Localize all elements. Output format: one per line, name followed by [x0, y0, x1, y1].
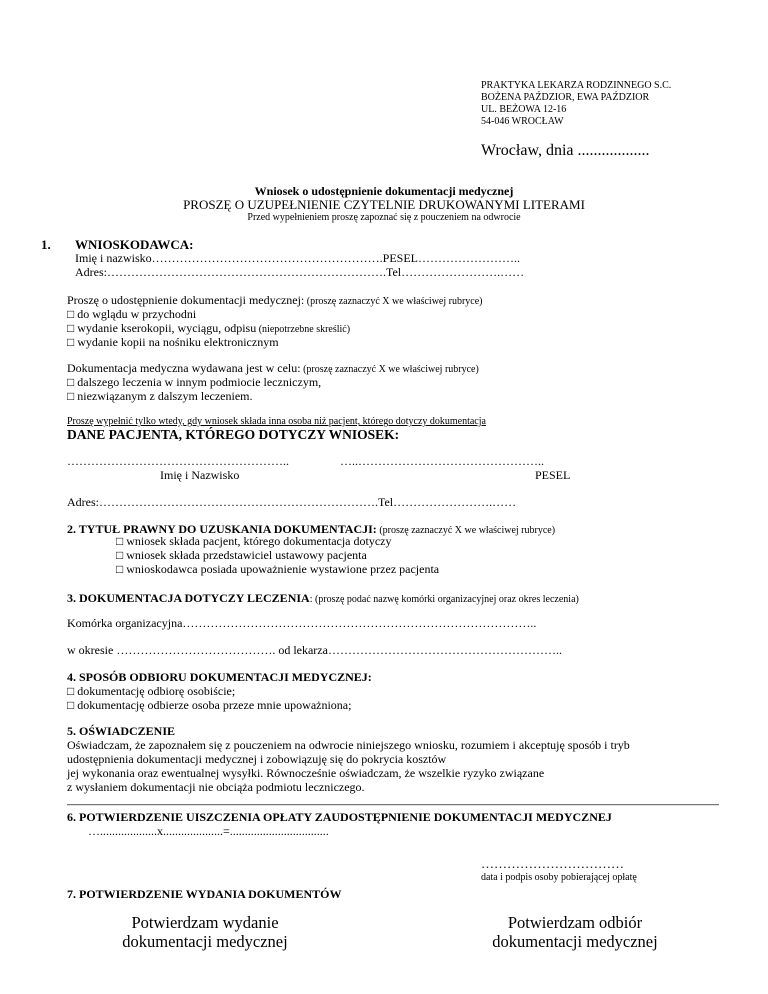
option-not-treatment[interactable]: □ niezwiązanym z dalszym leczeniem. [67, 389, 253, 403]
option-view-in-clinic[interactable]: □ do wglądu w przychodni [67, 307, 197, 321]
patient-section-heading: DANE PACJENTA, KTÓREGO DOTYCZY WNIOSEK: [67, 427, 400, 442]
option-legal-representative[interactable]: □ wniosek składa przedstawiciel ustawowy pacjenta [116, 548, 367, 562]
option-patient-applies[interactable]: □ wniosek składa pacjent, którego dokumentacja dotyczy [116, 534, 392, 548]
section-6-heading: 6. POTWIERDZENIE UISZCZENIA OPŁATY ZAUDOSTĘPNIENIE DOKUMENTACJI MEDYCZNEJ [67, 810, 612, 824]
declaration-line-4: z wysłaniem dokumentacji nie obciąża podmiotu leczniczego. [67, 780, 365, 794]
patient-pesel-label: PESEL [535, 468, 571, 482]
patient-name-label: Imię i Nazwisko [160, 468, 240, 482]
declaration-line-1: Oświadczam, że zapoznałem się z pouczeniem na odwrocie niniejszego wniosku, rozumiem i akceptuję sposób i tryb [67, 738, 630, 752]
section-3-title: 3. DOKUMENTACJA DOTYCZY LECZENIA [67, 591, 310, 605]
section-2-title: 2. TYTUŁ PRAWNY DO UZUSKANIA DOKUMENTACJI: [67, 522, 377, 536]
fee-calculation-field[interactable]: …...................x....................=................................. [88, 824, 329, 838]
section-3-heading [67, 589, 579, 607]
option-copy-extract-label: □ wydanie kserokopii, wyciągu, odpisu [67, 321, 257, 335]
organizational-unit-field[interactable]: Komórka organizacyjna…………………………………………………………………………….. [67, 616, 537, 630]
form-instruction: Przed wypełnieniem proszę zapoznać się z pouczeniem na odwrocie [247, 212, 521, 223]
section-2-note: (proszę zaznaczyć X we właściwej rubryce) [376, 525, 556, 536]
option-copy-extract-note: (niepotrzebne skreślić) [256, 324, 351, 335]
receipt-confirmation-line-2: dokumentacji medycznej [492, 932, 658, 951]
section-1-number: 1. [41, 237, 51, 252]
place-date: Wrocław, dnia .................. [481, 142, 650, 159]
section-5-heading: 5. OŚWIADCZENIE [67, 724, 176, 738]
form-subtitle: PROSZĘ O UZUPEŁNIENIE CZYTELNIE DRUKOWANYMI LITERAMI [183, 197, 585, 212]
patient-section-note: Proszę wypełnić tylko wtedy, gdy wniosek składa inna osoba niż pacjent, którego dotyczy dokumentacja [67, 416, 486, 427]
option-further-treatment[interactable]: □ dalszego leczenia w innym podmiocie leczniczym, [67, 375, 322, 389]
practice-street: UL. BEŻOWA 12-16 [481, 104, 567, 115]
patient-name-field[interactable]: ……………………………………………….. [67, 454, 289, 468]
purpose-intro-text: Dokumentacja medyczna wydawana jest w celu: [67, 361, 301, 375]
fee-signature-field[interactable]: …………………………… [481, 856, 624, 871]
option-pickup-authorized[interactable]: □ dokumentację odbierze osoba przeze mnie upoważniona; [67, 698, 352, 712]
option-pickup-personal[interactable]: □ dokumentację odbiorę osobiście; [67, 684, 236, 698]
period-doctor-field[interactable]: w okresie …………………………………. od lekarza………………………………………………….. [67, 643, 562, 657]
request-intro-note: (proszę zaznaczyć X we właściwej rubryce) [304, 296, 483, 307]
section-7-heading: 7. POTWIERDZENIE WYDANIA DOKUMENTÓW [67, 887, 342, 901]
issue-confirmation-line-2: dokumentacji medycznej [122, 932, 288, 951]
practice-owners: BOŻENA PAŹDZIOR, EWA PAŹDZIOR [481, 92, 650, 103]
section-1-heading: WNIOSKODAWCA: [75, 237, 194, 252]
section-divider [67, 804, 719, 806]
purpose-intro-note: (proszę zaznaczyć X we właściwej rubryce) [300, 364, 479, 375]
request-intro-text: Proszę o udostępnienie dokumentacji medycznej: [67, 293, 305, 307]
declaration-line-2: udostępnienia dokumentacji medycznej i zobowiązuję się do pokrycia kosztów [67, 752, 447, 766]
declaration-line-3: jej wykonania oraz ewentualnej wysyłki. Równocześnie oświadczam, że wszelkie ryzyko związane [67, 766, 545, 780]
receipt-confirmation-line-1: Potwierdzam odbiór [507, 913, 643, 932]
practice-name: PRAKTYKA LEKARZA RODZINNEGO S.C. [481, 80, 672, 91]
option-electronic-copy[interactable]: □ wydanie kopii na nośniku elektronicznym [67, 335, 279, 349]
option-authorized-applicant[interactable]: □ wnioskodawca posiada upoważnienie wystawione przez pacjenta [116, 562, 440, 576]
section-3-note: : (proszę podać nazwę komórki organizacyjnej oraz okres leczenia) [309, 594, 579, 605]
applicant-name-pesel-field[interactable]: Imię i nazwisko………………………………………………….PESEL…………………….. [75, 251, 520, 265]
issue-confirmation-line-1: Potwierdzam wydanie [131, 913, 279, 932]
practice-city: 54-046 WROCŁAW [481, 116, 564, 127]
patient-address-tel-field[interactable]: Adres:…………………………………………………………….Tel…………………….…… [67, 495, 517, 509]
form-title: Wniosek o udostępnienie dokumentacji medycznej [254, 184, 514, 198]
patient-pesel-field[interactable]: …..……………………………………….. [340, 454, 544, 468]
purpose-intro [67, 361, 479, 376]
request-intro [67, 293, 483, 308]
option-copy-extract[interactable] [67, 321, 350, 336]
fee-signature-label: data i podpis osoby pobierającej opłatę [481, 872, 637, 883]
section-4-heading: 4. SPOSÓB ODBIORU DOKUMENTACJI MEDYCZNEJ: [67, 670, 372, 684]
applicant-address-tel-field[interactable]: Adres:…………………………………………………………….Tel…………………….…… [75, 265, 525, 279]
